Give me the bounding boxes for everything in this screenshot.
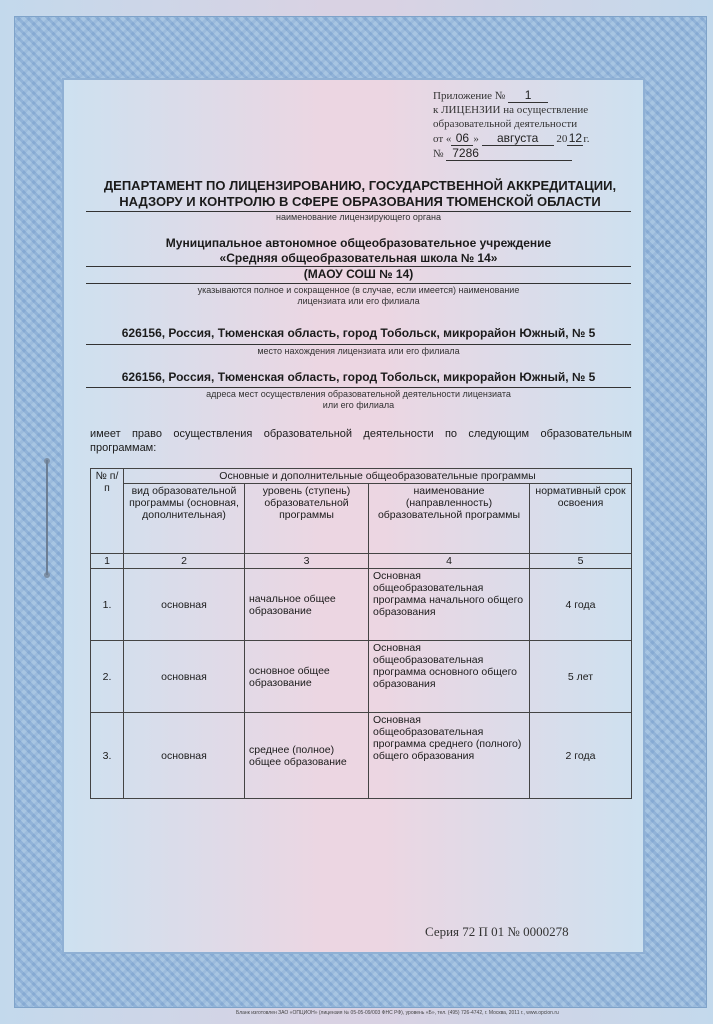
- programs-table: [90, 468, 632, 799]
- license-number-label: №: [433, 148, 444, 160]
- program-name: Основная общеобразовательная программа основного общего образования: [369, 641, 530, 713]
- program-kind: основная: [124, 569, 245, 641]
- col-kind-header: вид образовательной программы (основная, дополнительная): [124, 484, 245, 554]
- col-term-header: нормативный срок освоения: [530, 484, 632, 554]
- licensee-name: [86, 236, 631, 266]
- col-number-header: № п/п: [91, 469, 124, 554]
- program-term: 4 года: [530, 569, 632, 641]
- license-number: 7286: [446, 146, 572, 161]
- table-header-row: [91, 469, 632, 484]
- date-month: августа: [482, 131, 554, 146]
- col-number: 1: [91, 554, 124, 569]
- program-name: Основная общеобразовательная программа среднего (полного) общего образования: [369, 713, 530, 799]
- col-name-header: наименование (направленность) образовательной программы: [369, 484, 530, 554]
- program-term: 2 года: [530, 713, 632, 799]
- divider: [86, 387, 631, 388]
- appendix-line2: к ЛИЦЕНЗИИ на осуществление: [433, 104, 589, 116]
- program-level: начальное общее образование: [245, 569, 369, 641]
- licensee-short-name: (МАОУ СОШ № 14): [303, 267, 414, 281]
- activity-caption-line1: адреса мест осуществления образовательной деятельности лицензиата: [206, 389, 511, 399]
- activity-address-caption: [86, 389, 631, 411]
- program-level: среднее (полное) общее образование: [245, 713, 369, 799]
- col-number: 5: [530, 554, 632, 569]
- col-number: 3: [245, 554, 369, 569]
- date-prefix: от «: [433, 133, 452, 145]
- activity-address: 626156, Россия, Тюменская область, город Тобольск, микрорайон Южный, № 5: [121, 370, 596, 384]
- program-kind: основная: [124, 641, 245, 713]
- licensee-caption: [86, 285, 631, 307]
- appendix-line3: образовательной деятельности: [433, 118, 578, 130]
- licensee-caption-line2: лицензиата или его филиала: [297, 296, 420, 306]
- date-year-suffix: 12: [568, 131, 583, 145]
- licensee-line1: Муниципальное автономное общеобразовательное учреждение: [165, 236, 552, 250]
- divider: [86, 344, 631, 345]
- date-day: 06: [451, 131, 473, 146]
- licensee-line2: «Средняя общеобразовательная школа № 14»: [219, 251, 498, 265]
- authority-line1: ДЕПАРТАМЕНТ ПО ЛИЦЕНЗИРОВАНИЮ, ГОСУДАРСТВЕННОЙ АККРЕДИТАЦИИ,: [103, 178, 617, 193]
- intro-text: имеет право осуществления образовательной деятельности по следующим образовательным программам:: [90, 428, 632, 454]
- licensee-caption-line1: указываются полное и сокращенное (в случае, если имеется) наименование: [197, 285, 520, 295]
- program-term: 5 лет: [530, 641, 632, 713]
- appendix-header: [433, 88, 633, 161]
- printer-imprint: Бланк изготовлен ЗАО «ОПЦИОН» (лицензия № 05-05-09/003 ФНС РФ), уровень «Б», тел. (495) 726-4742, г. Москва, 2011 г., www.opcion.ru: [236, 1010, 559, 1016]
- date-year-end: г.: [583, 133, 590, 145]
- location-caption: место нахождения лицензиата или его филиала: [257, 346, 460, 356]
- programs-group-header: Основные и дополнительные общеобразовательные программы: [124, 469, 632, 484]
- table-row: [91, 713, 632, 799]
- binding-thread: [46, 460, 48, 575]
- row-number: 2.: [91, 641, 124, 713]
- row-number: 1.: [91, 569, 124, 641]
- table-header-row: [91, 484, 632, 554]
- activity-caption-line2: или его филиала: [322, 400, 395, 410]
- authority-caption: наименование лицензирующего органа: [276, 212, 441, 222]
- date-year-prefix: 20: [556, 133, 568, 145]
- appendix-number: 1: [508, 88, 548, 103]
- divider: [86, 283, 631, 284]
- col-number: 2: [124, 554, 245, 569]
- licensing-authority: [80, 178, 640, 210]
- table-row: [91, 569, 632, 641]
- row-number: 3.: [91, 713, 124, 799]
- table-row: [91, 641, 632, 713]
- licensee-location: 626156, Россия, Тюменская область, город Тобольск, микрорайон Южный, № 5: [121, 326, 596, 340]
- column-number-row: [91, 554, 632, 569]
- col-level-header: уровень (ступень) образовательной программы: [245, 484, 369, 554]
- program-level: основное общее образование: [245, 641, 369, 713]
- program-kind: основная: [124, 713, 245, 799]
- date-quote: »: [473, 133, 479, 145]
- col-number: 4: [369, 554, 530, 569]
- authority-line2: НАДЗОРУ И КОНТРОЛЮ В СФЕРЕ ОБРАЗОВАНИЯ ТЮМЕНСКОЙ ОБЛАСТИ: [119, 194, 601, 209]
- form-serial-number: Серия 72 П 01 № 0000278: [425, 924, 569, 939]
- program-name: Основная общеобразовательная программа начального общего образования: [369, 569, 530, 641]
- appendix-label: Приложение №: [433, 90, 506, 102]
